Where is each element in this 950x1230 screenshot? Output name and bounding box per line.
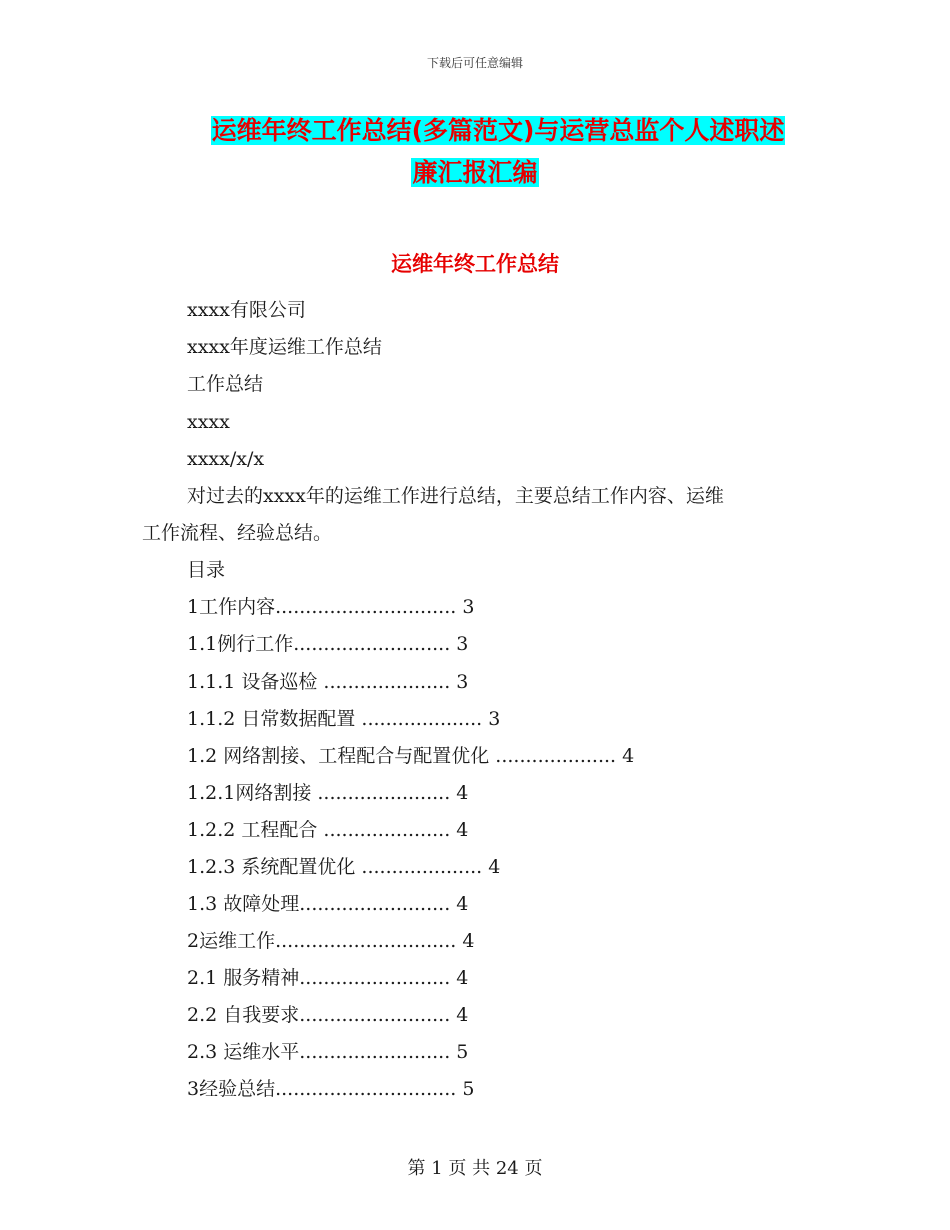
toc-entry: 1.1.2 日常数据配置 .................... 3 [187,708,501,730]
toc-entry: 3经验总结.............................. 5 [187,1078,475,1100]
report-author: xxxx [187,411,230,433]
document-title-line-1 [0,114,950,148]
header-note: 下载后可任意编辑 [426,56,523,70]
toc-entry: 1工作内容.............................. 3 [187,596,475,618]
toc-heading: 目录 [187,559,226,581]
company-name: xxxx有限公司 [187,299,306,321]
toc-entry: 1.2 网络割接、工程配合与配置优化 .................... 4 [187,745,635,767]
document-title-line-2 [0,156,950,190]
toc-entry: 1.1.1 设备巡检 ..................... 3 [187,671,469,693]
toc-entry: 2.1 服务精神......................... 4 [187,967,469,989]
toc-entry: 1.2.1网络割接 ...................... 4 [187,782,469,804]
document-title-text-2: 廉汇报汇编 [412,158,538,187]
intro-paragraph-line-2: 工作流程、经验总结。 [142,522,333,544]
report-name: xxxx年度运维工作总结 [187,336,382,358]
report-type: 工作总结 [187,373,264,395]
page-footer: 第 1 页 共 24 页 [407,1158,543,1179]
section-title: 运维年终工作总结 [391,252,559,276]
toc-entry: 2运维工作.............................. 4 [187,930,475,952]
document-title-text-1: 运维年终工作总结(多篇范文)与运营总监个人述职述 [211,116,785,145]
toc-entry: 1.2.2 工程配合 ..................... 4 [187,819,469,841]
toc-entry: 1.2.3 系统配置优化 .................... 4 [187,856,501,878]
intro-paragraph-line-1: 对过去的xxxx年的运维工作进行总结，主要总结工作内容、运维 [187,485,724,507]
toc-entry: 2.3 运维水平......................... 5 [187,1041,469,1063]
toc-entry: 1.3 故障处理......................... 4 [187,893,469,915]
report-date: xxxx/x/x [187,448,265,470]
toc-entry: 1.1例行工作.......................... 3 [187,633,469,655]
toc-entry: 2.2 自我要求......................... 4 [187,1004,469,1026]
